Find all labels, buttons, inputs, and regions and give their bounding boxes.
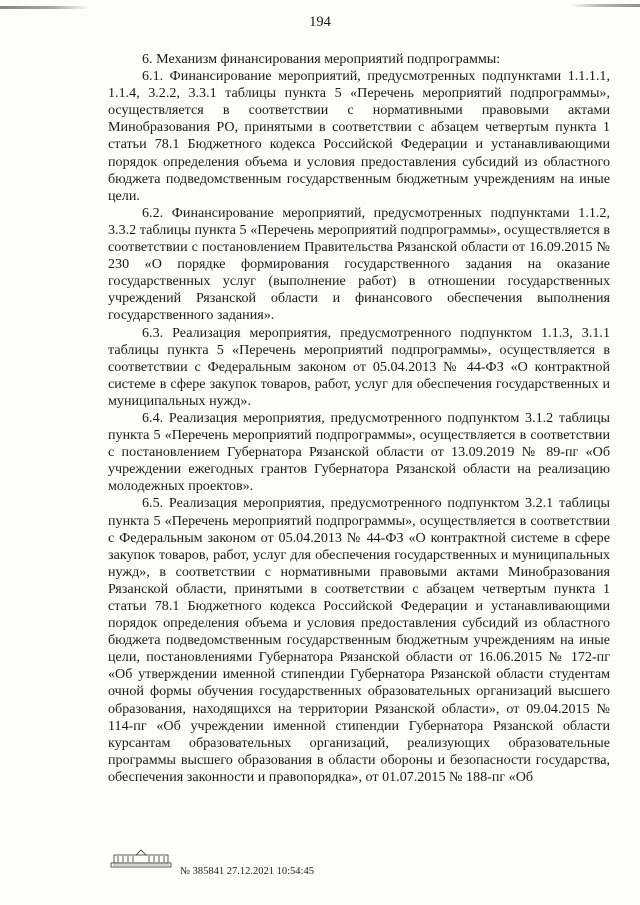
government-building-logo — [110, 848, 172, 868]
section-heading: 6. Механизм финансирования мероприятий подпрограммы: — [142, 51, 501, 67]
scan-edge-mark — [570, 4, 640, 7]
paragraph-6-2: 6.2. Финансирование мероприятий, предусмотренных подпунктами 1.1.2, 3.3.2 таблицы пункта 5 «Перечень мероприятий подпрограммы», осуществляется в соответствии с постановлением Правительства Рязанской области от 16.09.2015 № 230 «О порядке формирования государственного задания на оказание государственных услуг (выполнение работ) в отношении государственных учреждений Рязанской области и финансового обеспечения выполнения государственного задания». — [108, 204, 610, 324]
scan-edge-mark — [0, 6, 90, 9]
paragraph-6-5: 6.5. Реализация мероприятия, предусмотренного подпунктом 3.2.1 таблицы пункта 5 «Перечень мероприятий подпрограммы», осуществляется в соответствии с Федеральным законом от 05.04.2013 № 44-ФЗ «О контрактной системе в сфере закупок товаров, работ, услуг для обеспечения государственных и муниципальных нужд», в соответствии с нормативными правовыми актами Минобразования Рязанской области, принятыми в соответствии с абзацем четвертым пункта 1 статьи 78.1 Бюджетного кодекса Российской Федерации и устанавливающими порядок определения объема и условия предоставления субсидий из областного бюджета подведомственным государственным бюджетным учреждениям на иные цели, постановлениями Губернатора Рязанской области от 16.06.2015 № 172-пг «Об утверждении именной стипендии Губернатора Рязанской области студентам очной формы обучения государственных образовательных организаций высшего образования, находящихся на территории Рязанской области», от 09.04.2015 № 114-пг «Об учреждении именной стипендии Губернатора Рязанской области курсантам образовательных организаций, реализующих образовательные программы высшего образования в области обороны и безопасности государства, обеспечения законности и правопорядка», от 01.07.2015 № 188-пг «Об — [108, 495, 610, 785]
document-id-timestamp: № 385841 27.12.2021 10:54:45 — [180, 866, 314, 877]
paragraph-6-3: 6.3. Реализация мероприятия, предусмотренного подпунктом 1.1.3, 3.1.1 таблицы пункта 5 «Перечень мероприятий подпрограммы», осуществляется в соответствии с Федеральным законом от 05.04.2013 № 44-ФЗ «О контрактной системе в сфере закупок товаров, работ, услуг для обеспечения государственных и муниципальных нужд». — [108, 324, 610, 409]
paragraph-6-4: 6.4. Реализация мероприятия, предусмотренного подпунктом 3.1.2 таблицы пункта 5 «Перечень мероприятий подпрограммы», осуществляется в соответствии с постановлением Губернатора Рязанской области от 13.09.2019 № 89-пг «Об учреждении ежегодных грантов Губернатора Рязанской области на реализацию молодежных проектов». — [108, 409, 610, 495]
paragraph-6-1: 6.1. Финансирование мероприятий, предусмотренных подпунктами 1.1.1.1, 1.1.4, 3.2.2, 3.3.1 таблицы пункта 5 «Перечень мероприятий подпрограммы», осуществляется в соответствии с нормативными правовыми актами Минобразования РО, принятыми в соответствии с абзацем четвертым пункта 1 статьи 78.1 Бюджетного кодекса Российской Федерации и устанавливающими порядок определения объема и условия предоставления субсидий из областного бюджета подведомственным государственным бюджетным учреждениям на иные цели. — [108, 68, 610, 204]
page-number: 194 — [309, 14, 331, 30]
document-body — [108, 51, 610, 786]
